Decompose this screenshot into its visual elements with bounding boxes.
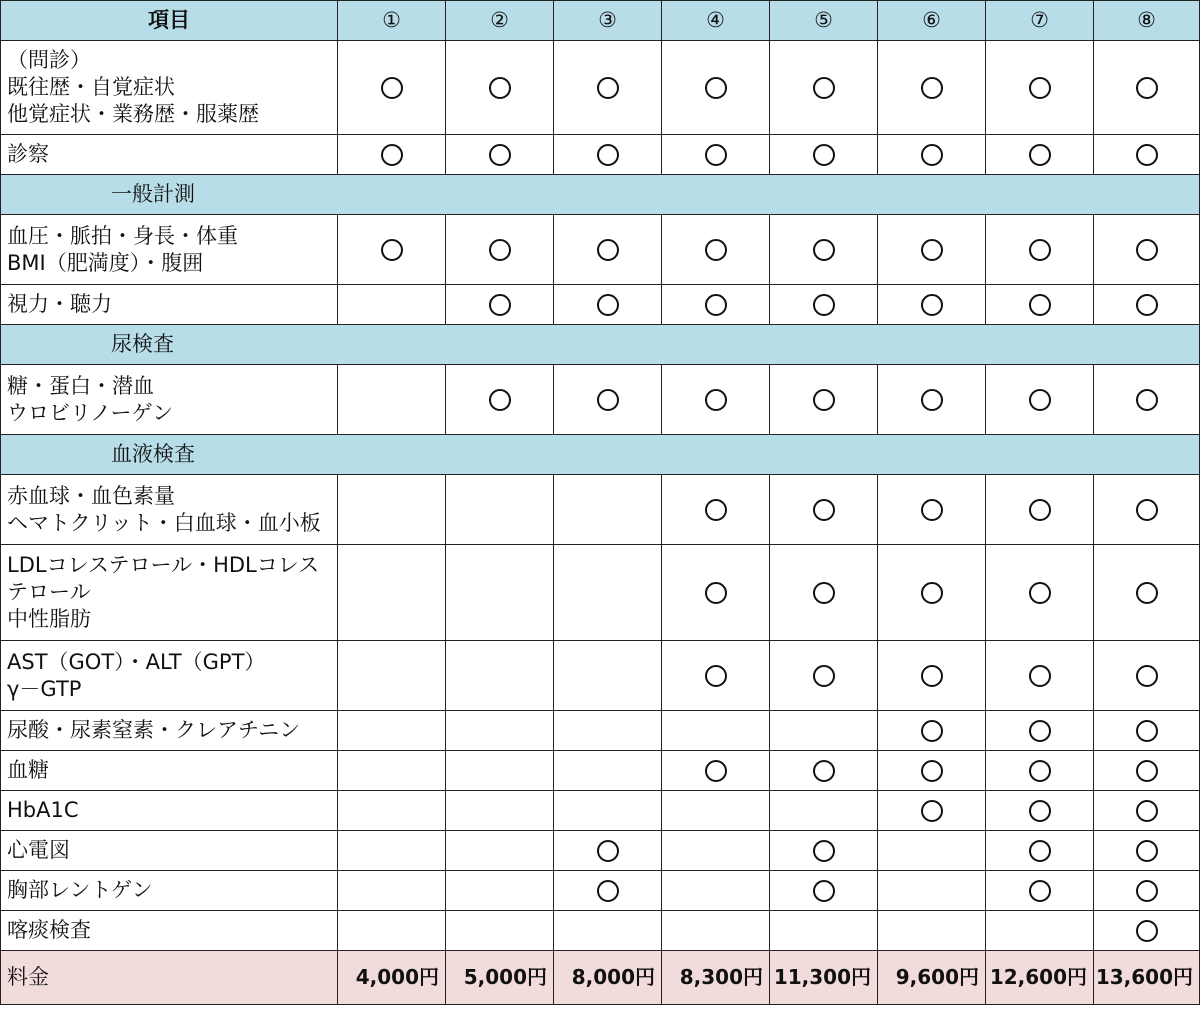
mark-cell bbox=[338, 215, 446, 285]
circle-mark-icon bbox=[921, 665, 943, 687]
mark-cell bbox=[770, 871, 878, 911]
circle-mark-icon bbox=[1029, 389, 1051, 411]
mark-cell bbox=[554, 641, 662, 711]
item-label-line: ウロビリノーゲン bbox=[7, 400, 174, 425]
circle-mark-icon bbox=[813, 582, 835, 604]
mark-cell bbox=[446, 41, 554, 135]
mark-cell bbox=[878, 791, 986, 831]
mark-cell bbox=[1094, 215, 1200, 285]
item-label-line: 中性脂肪 bbox=[7, 607, 91, 631]
table-row bbox=[1, 791, 1200, 831]
mark-cell bbox=[986, 475, 1094, 545]
item-label-line: ヘマトクリット・白血球・血小板 bbox=[7, 510, 321, 535]
circle-mark-icon bbox=[1136, 499, 1158, 521]
mark-cell bbox=[338, 545, 446, 641]
mark-cell bbox=[986, 641, 1094, 711]
mark-cell bbox=[1094, 545, 1200, 641]
circle-mark-icon bbox=[597, 840, 619, 862]
circle-mark-icon bbox=[1136, 665, 1158, 687]
circle-mark-icon bbox=[705, 499, 727, 521]
mark-cell bbox=[446, 641, 554, 711]
mark-cell bbox=[662, 871, 770, 911]
table-row bbox=[1, 475, 1200, 545]
table-row bbox=[1, 135, 1200, 175]
item-label bbox=[1, 135, 338, 175]
mark-cell bbox=[770, 41, 878, 135]
table-row bbox=[1, 641, 1200, 711]
circle-mark-icon bbox=[705, 389, 727, 411]
mark-cell bbox=[554, 711, 662, 751]
mark-cell bbox=[986, 135, 1094, 175]
fee-value: 4,000円 bbox=[338, 951, 446, 1005]
item-label-line: 赤血球・血色素量 bbox=[7, 483, 175, 508]
item-label-line: 尿酸・尿素窒素・クレアチニン bbox=[7, 718, 301, 742]
item-label bbox=[1, 285, 338, 325]
mark-cell bbox=[662, 545, 770, 641]
mark-cell bbox=[878, 475, 986, 545]
header-col-7: ⑦ bbox=[986, 1, 1094, 41]
table-row bbox=[1, 215, 1200, 285]
mark-cell bbox=[338, 285, 446, 325]
mark-cell bbox=[338, 475, 446, 545]
mark-cell bbox=[554, 135, 662, 175]
circle-mark-icon bbox=[597, 144, 619, 166]
section-row bbox=[1, 435, 1200, 475]
mark-cell bbox=[554, 751, 662, 791]
mark-cell bbox=[662, 751, 770, 791]
table-row bbox=[1, 285, 1200, 325]
item-label-line: AST（GOT）・ALT（GPT） bbox=[7, 649, 266, 674]
mark-cell bbox=[986, 285, 1094, 325]
circle-mark-icon bbox=[1136, 800, 1158, 822]
mark-cell bbox=[770, 831, 878, 871]
mark-cell bbox=[338, 641, 446, 711]
mark-cell bbox=[1094, 751, 1200, 791]
mark-cell bbox=[446, 285, 554, 325]
mark-cell bbox=[446, 831, 554, 871]
item-label-line: γ－GTP bbox=[7, 676, 82, 701]
section-row bbox=[1, 325, 1200, 365]
circle-mark-icon bbox=[1136, 77, 1158, 99]
table-row bbox=[1, 365, 1200, 435]
circle-mark-icon bbox=[1136, 720, 1158, 742]
circle-mark-icon bbox=[813, 239, 835, 261]
circle-mark-icon bbox=[705, 77, 727, 99]
mark-cell bbox=[446, 911, 554, 951]
header-col-8: ⑧ bbox=[1094, 1, 1200, 41]
mark-cell bbox=[878, 365, 986, 435]
mark-cell bbox=[662, 831, 770, 871]
mark-cell bbox=[878, 911, 986, 951]
mark-cell bbox=[878, 711, 986, 751]
mark-cell bbox=[338, 751, 446, 791]
circle-mark-icon bbox=[813, 880, 835, 902]
circle-mark-icon bbox=[921, 582, 943, 604]
circle-mark-icon bbox=[1029, 665, 1051, 687]
mark-cell bbox=[446, 545, 554, 641]
mark-cell bbox=[1094, 641, 1200, 711]
circle-mark-icon bbox=[489, 389, 511, 411]
item-label-line: 他覚症状・業務歴・服薬歴 bbox=[7, 102, 259, 126]
item-label-line: 診察 bbox=[7, 142, 49, 166]
mark-cell bbox=[554, 475, 662, 545]
item-label-line: 既往歴・自覚症状 bbox=[7, 75, 175, 99]
circle-mark-icon bbox=[1136, 389, 1158, 411]
mark-cell bbox=[878, 135, 986, 175]
circle-mark-icon bbox=[381, 77, 403, 99]
mark-cell bbox=[554, 791, 662, 831]
item-label bbox=[1, 641, 338, 711]
circle-mark-icon bbox=[813, 665, 835, 687]
table-row bbox=[1, 831, 1200, 871]
circle-mark-icon bbox=[705, 294, 727, 316]
circle-mark-icon bbox=[921, 144, 943, 166]
circle-mark-icon bbox=[597, 239, 619, 261]
mark-cell bbox=[662, 791, 770, 831]
item-label bbox=[1, 545, 338, 641]
circle-mark-icon bbox=[381, 144, 403, 166]
mark-cell bbox=[770, 911, 878, 951]
header-col-4: ④ bbox=[662, 1, 770, 41]
mark-cell bbox=[446, 215, 554, 285]
section-label: 一般計測 bbox=[1, 175, 1200, 215]
circle-mark-icon bbox=[597, 294, 619, 316]
item-label-line: HbA1C bbox=[7, 798, 79, 822]
circle-mark-icon bbox=[1029, 499, 1051, 521]
table-row bbox=[1, 41, 1200, 135]
circle-mark-icon bbox=[1029, 720, 1051, 742]
circle-mark-icon bbox=[1029, 800, 1051, 822]
item-label bbox=[1, 215, 338, 285]
item-label-line: テロール bbox=[7, 580, 91, 604]
mark-cell bbox=[662, 711, 770, 751]
circle-mark-icon bbox=[597, 77, 619, 99]
mark-cell bbox=[338, 871, 446, 911]
mark-cell bbox=[338, 831, 446, 871]
mark-cell bbox=[986, 215, 1094, 285]
mark-cell bbox=[338, 711, 446, 751]
mark-cell bbox=[1094, 791, 1200, 831]
fee-row bbox=[1, 951, 1200, 1005]
table-row bbox=[1, 545, 1200, 641]
header-item: 項目 bbox=[1, 1, 338, 41]
mark-cell bbox=[662, 41, 770, 135]
item-label bbox=[1, 911, 338, 951]
mark-cell bbox=[986, 911, 1094, 951]
mark-cell bbox=[986, 41, 1094, 135]
item-label-line: 視力・聴力 bbox=[7, 292, 112, 316]
fee-value: 5,000円 bbox=[446, 951, 554, 1005]
mark-cell bbox=[554, 365, 662, 435]
mark-cell bbox=[662, 641, 770, 711]
mark-cell bbox=[986, 831, 1094, 871]
header-col-1: ① bbox=[338, 1, 446, 41]
item-label-line: 胸部レントゲン bbox=[7, 878, 153, 902]
circle-mark-icon bbox=[1029, 239, 1051, 261]
circle-mark-icon bbox=[921, 294, 943, 316]
mark-cell bbox=[446, 475, 554, 545]
section-label: 血液検査 bbox=[1, 435, 1200, 475]
circle-mark-icon bbox=[381, 239, 403, 261]
mark-cell bbox=[338, 791, 446, 831]
mark-cell bbox=[1094, 871, 1200, 911]
fee-value: 8,300円 bbox=[662, 951, 770, 1005]
fee-value: 13,600円 bbox=[1094, 951, 1200, 1005]
mark-cell bbox=[338, 135, 446, 175]
table-row bbox=[1, 711, 1200, 751]
circle-mark-icon bbox=[1029, 880, 1051, 902]
mark-cell bbox=[986, 711, 1094, 751]
mark-cell bbox=[878, 545, 986, 641]
mark-cell bbox=[554, 215, 662, 285]
item-label-line: 糖・蛋白・潜血 bbox=[7, 373, 154, 398]
mark-cell bbox=[662, 475, 770, 545]
circle-mark-icon bbox=[1136, 880, 1158, 902]
circle-mark-icon bbox=[921, 389, 943, 411]
mark-cell bbox=[1094, 475, 1200, 545]
item-label-line: BMI（肥満度）・腹囲 bbox=[7, 250, 204, 275]
circle-mark-icon bbox=[705, 760, 727, 782]
mark-cell bbox=[878, 285, 986, 325]
mark-cell bbox=[770, 791, 878, 831]
mark-cell bbox=[554, 41, 662, 135]
item-label-line: 心電図 bbox=[7, 838, 70, 862]
mark-cell bbox=[986, 871, 1094, 911]
circle-mark-icon bbox=[921, 720, 943, 742]
mark-cell bbox=[554, 831, 662, 871]
circle-mark-icon bbox=[705, 144, 727, 166]
mark-cell bbox=[554, 545, 662, 641]
table-body bbox=[1, 41, 1200, 951]
mark-cell bbox=[338, 365, 446, 435]
mark-cell bbox=[770, 135, 878, 175]
circle-mark-icon bbox=[1136, 760, 1158, 782]
circle-mark-icon bbox=[921, 77, 943, 99]
header-col-3: ③ bbox=[554, 1, 662, 41]
mark-cell bbox=[770, 365, 878, 435]
mark-cell bbox=[662, 365, 770, 435]
fee-value: 8,000円 bbox=[554, 951, 662, 1005]
fee-label: 料金 bbox=[1, 951, 338, 1005]
item-label bbox=[1, 791, 338, 831]
item-label bbox=[1, 711, 338, 751]
mark-cell bbox=[446, 711, 554, 751]
circle-mark-icon bbox=[813, 144, 835, 166]
mark-cell bbox=[1094, 911, 1200, 951]
mark-cell bbox=[986, 545, 1094, 641]
mark-cell bbox=[1094, 285, 1200, 325]
item-label bbox=[1, 871, 338, 911]
circle-mark-icon bbox=[597, 389, 619, 411]
header-col-2: ② bbox=[446, 1, 554, 41]
mark-cell bbox=[446, 791, 554, 831]
header-row bbox=[1, 1, 1200, 41]
circle-mark-icon bbox=[921, 239, 943, 261]
circle-mark-icon bbox=[921, 800, 943, 822]
circle-mark-icon bbox=[1136, 920, 1158, 942]
fee-value: 9,600円 bbox=[878, 951, 986, 1005]
mark-cell bbox=[554, 285, 662, 325]
mark-cell bbox=[770, 751, 878, 791]
header-col-6: ⑥ bbox=[878, 1, 986, 41]
item-label bbox=[1, 751, 338, 791]
mark-cell bbox=[338, 911, 446, 951]
fee-value: 12,600円 bbox=[986, 951, 1094, 1005]
item-label bbox=[1, 41, 338, 135]
mark-cell bbox=[662, 285, 770, 325]
mark-cell bbox=[1094, 365, 1200, 435]
item-label-line: 喀痰検査 bbox=[7, 918, 91, 942]
circle-mark-icon bbox=[1029, 77, 1051, 99]
mark-cell bbox=[1094, 711, 1200, 751]
mark-cell bbox=[878, 751, 986, 791]
item-label-line: 血圧・脈拍・身長・体重 bbox=[7, 223, 238, 248]
circle-mark-icon bbox=[1136, 840, 1158, 862]
table-row bbox=[1, 751, 1200, 791]
circle-mark-icon bbox=[921, 499, 943, 521]
mark-cell bbox=[446, 135, 554, 175]
mark-cell bbox=[986, 365, 1094, 435]
circle-mark-icon bbox=[489, 77, 511, 99]
item-label bbox=[1, 831, 338, 871]
mark-cell bbox=[986, 751, 1094, 791]
mark-cell bbox=[878, 41, 986, 135]
mark-cell bbox=[1094, 41, 1200, 135]
mark-cell bbox=[770, 215, 878, 285]
circle-mark-icon bbox=[1029, 294, 1051, 316]
mark-cell bbox=[446, 751, 554, 791]
table-row bbox=[1, 871, 1200, 911]
circle-mark-icon bbox=[1029, 760, 1051, 782]
mark-cell bbox=[446, 871, 554, 911]
mark-cell bbox=[662, 911, 770, 951]
circle-mark-icon bbox=[813, 294, 835, 316]
circle-mark-icon bbox=[813, 760, 835, 782]
mark-cell bbox=[878, 831, 986, 871]
mark-cell bbox=[770, 285, 878, 325]
mark-cell bbox=[986, 791, 1094, 831]
circle-mark-icon bbox=[489, 144, 511, 166]
mark-cell bbox=[878, 871, 986, 911]
mark-cell bbox=[770, 641, 878, 711]
mark-cell bbox=[662, 215, 770, 285]
mark-cell bbox=[878, 641, 986, 711]
mark-cell bbox=[662, 135, 770, 175]
item-label-line: （問診） bbox=[7, 48, 91, 72]
circle-mark-icon bbox=[1029, 840, 1051, 862]
circle-mark-icon bbox=[705, 239, 727, 261]
circle-mark-icon bbox=[705, 582, 727, 604]
circle-mark-icon bbox=[813, 77, 835, 99]
circle-mark-icon bbox=[813, 389, 835, 411]
circle-mark-icon bbox=[597, 880, 619, 902]
item-label bbox=[1, 475, 338, 545]
item-label-line: LDLコレステロール・HDLコレス bbox=[7, 553, 320, 577]
circle-mark-icon bbox=[489, 239, 511, 261]
circle-mark-icon bbox=[1136, 294, 1158, 316]
item-label bbox=[1, 365, 338, 435]
section-row bbox=[1, 175, 1200, 215]
mark-cell bbox=[1094, 831, 1200, 871]
circle-mark-icon bbox=[813, 499, 835, 521]
header-col-5: ⑤ bbox=[770, 1, 878, 41]
circle-mark-icon bbox=[1029, 144, 1051, 166]
circle-mark-icon bbox=[921, 760, 943, 782]
circle-mark-icon bbox=[1136, 582, 1158, 604]
mark-cell bbox=[770, 475, 878, 545]
table-row bbox=[1, 911, 1200, 951]
item-label-line: 血糖 bbox=[7, 758, 49, 782]
circle-mark-icon bbox=[1136, 144, 1158, 166]
circle-mark-icon bbox=[813, 840, 835, 862]
mark-cell bbox=[770, 711, 878, 751]
mark-cell bbox=[878, 215, 986, 285]
mark-cell bbox=[554, 911, 662, 951]
circle-mark-icon bbox=[1136, 239, 1158, 261]
circle-mark-icon bbox=[1029, 582, 1051, 604]
mark-cell bbox=[770, 545, 878, 641]
mark-cell bbox=[446, 365, 554, 435]
mark-cell bbox=[1094, 135, 1200, 175]
section-label: 尿検査 bbox=[1, 325, 1200, 365]
fee-value: 11,300円 bbox=[770, 951, 878, 1005]
circle-mark-icon bbox=[705, 665, 727, 687]
mark-cell bbox=[554, 871, 662, 911]
circle-mark-icon bbox=[489, 294, 511, 316]
mark-cell bbox=[338, 41, 446, 135]
